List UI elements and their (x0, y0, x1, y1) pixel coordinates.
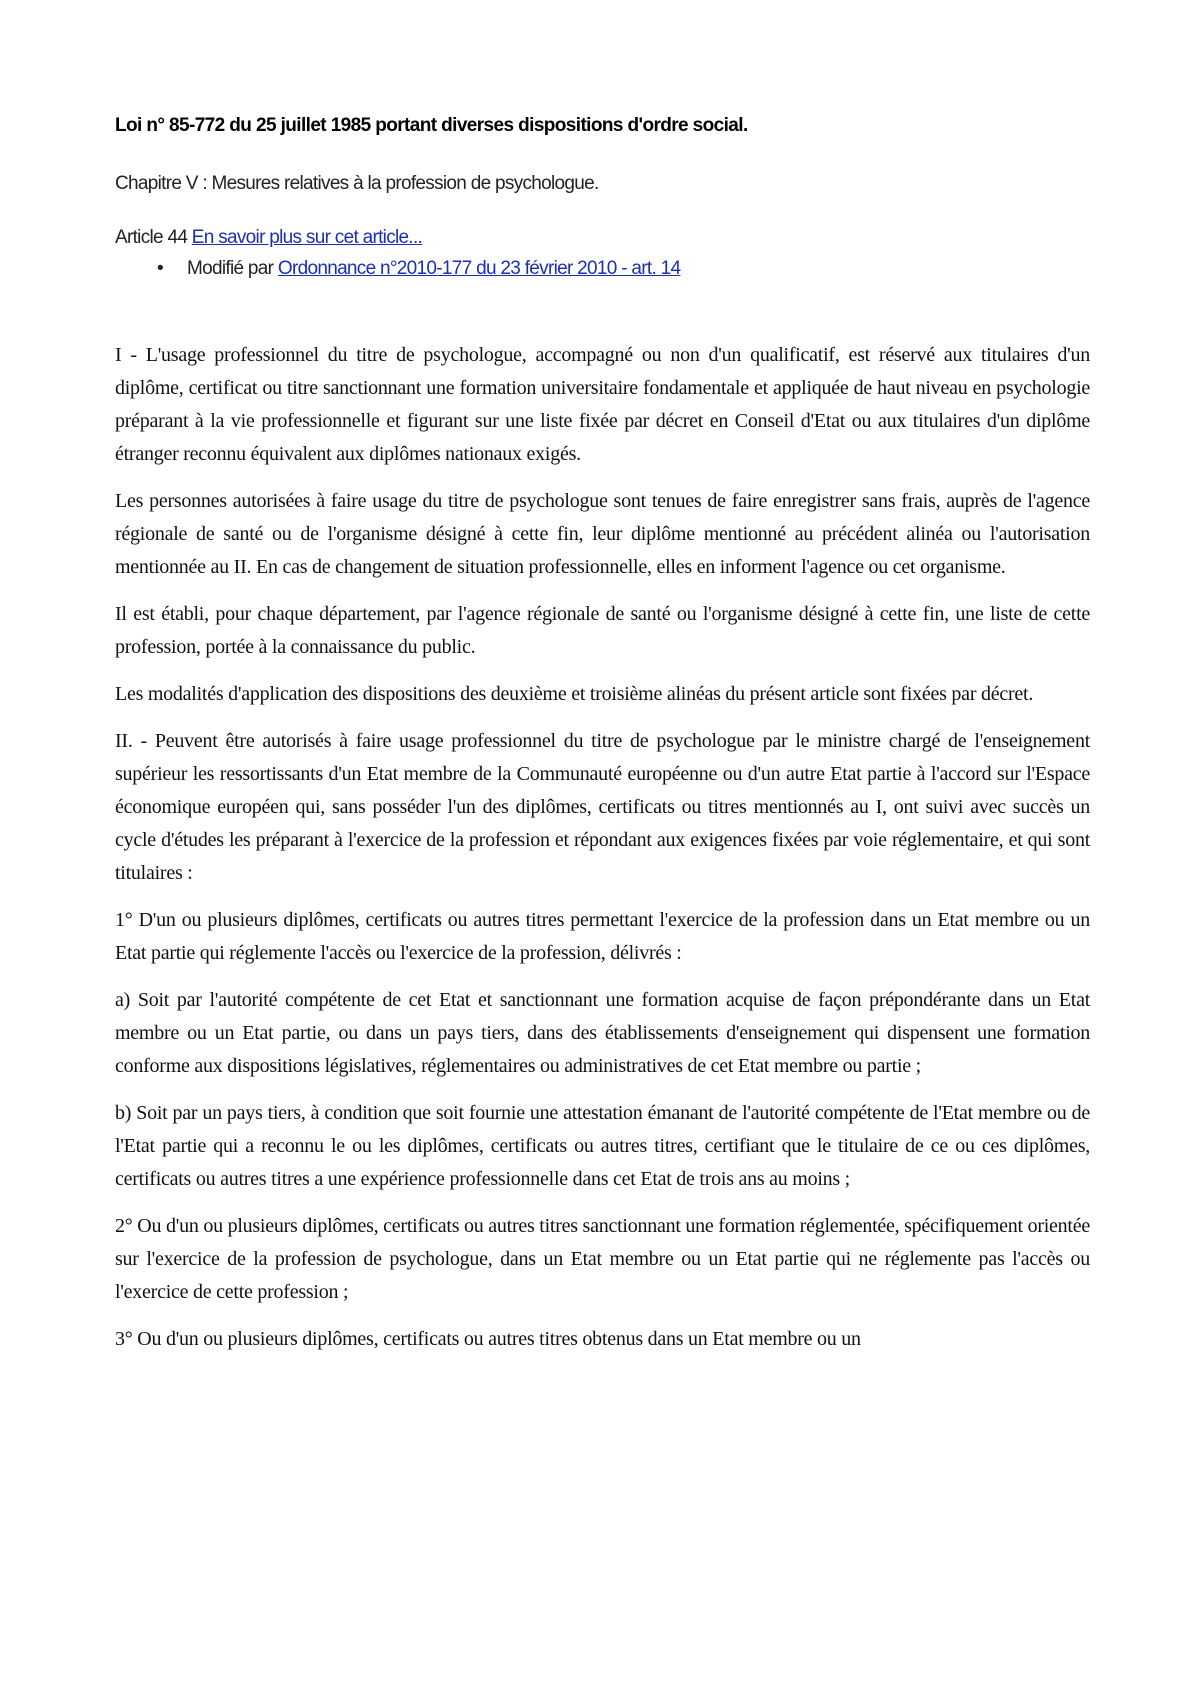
paragraph: II. - Peuvent être autorisés à faire usage professionnel du titre de psychologue par le ministre chargé de l'enseignement supérieur les ressortissants d'un Etat membre de la Communauté européenne ou d'un autre Etat partie à l'accord sur l'Espace économique européen qui, sans posséder l'un des diplômes, certificats ou titres mentionnés au I, ont suivi avec succès un cycle d'études les préparant à l'exercice de la profession et répondant aux exigences fixées par voie réglementaire, et qui sont titulaires : (115, 730, 1090, 884)
paragraph: I - L'usage professionnel du titre de psychologue, accompagné ou non d'un qualificatif, est réservé aux titulaires d'un diplôme, certificat ou titre sanctionnant une formation universitaire fondamentale et appliquée de haut niveau en psychologie préparant à la vie professionnelle et figurant sur une liste fixée par décret en Conseil d'Etat ou aux titulaires d'un diplôme étranger reconnu équivalent aux diplômes nationaux exigés. (115, 344, 1090, 465)
modified-prefix: Modifié par (187, 258, 274, 279)
more-about-article-link[interactable]: En savoir plus sur cet article... (191, 227, 423, 248)
paragraph: Il est établi, pour chaque département, par l'agence régionale de santé ou l'organisme désigné à cette fin, une liste de cette profession, portée à la connaissance du public. (115, 603, 1090, 658)
paragraph: 3° Ou d'un ou plusieurs diplômes, certificats ou autres titres obtenus dans un Etat membre ou un (115, 1328, 861, 1350)
paragraph: 2° Ou d'un ou plusieurs diplômes, certificats ou autres titres sanctionnant une formation réglementée, spécifiquement orientée sur l'exercice de la profession de psychologue, dans un Etat membre ou un Etat partie qui ne réglemente pas l'accès ou l'exercice de cette profession ; (115, 1215, 1090, 1303)
bullet-icon: • (157, 258, 163, 279)
article-heading (115, 226, 422, 250)
paragraph: b) Soit par un pays tiers, à condition que soit fournie une attestation émanant de l'autorité compétente de l'Etat membre ou de l'Etat partie qui a reconnu le ou les diplômes, certificats ou autres titres, certifiant que le titulaire de ce ou ces diplômes, certificats ou autres titres a une expérience professionnelle dans cet Etat de trois ans au moins ; (115, 1102, 1090, 1190)
chapter-heading: Chapitre V : Mesures relatives à la profession de psychologue. (115, 173, 599, 194)
ordonnance-link[interactable]: Ordonnance n°2010-177 du 23 février 2010 - art. 14 (277, 258, 681, 279)
paragraph: 1° D'un ou plusieurs diplômes, certificats ou autres titres permettant l'exercice de la profession dans un Etat membre ou un Etat partie qui réglemente l'accès ou l'exercice de la profession, délivrés : (115, 909, 1090, 964)
article-body (115, 339, 1090, 1370)
article-label: Article 44 (115, 227, 188, 248)
paragraph: a) Soit par l'autorité compétente de cet Etat et sanctionnant une formation acquise de façon prépondérante dans un Etat membre ou un Etat partie, ou dans un pays tiers, dans des établissements d'enseignement qui dispensent une formation conforme aux dispositions législatives, réglementaires ou administratives de cet Etat membre ou partie ; (115, 989, 1090, 1077)
law-title: Loi n° 85-772 du 25 juillet 1985 portant diverses dispositions d'ordre social. (115, 115, 748, 136)
paragraph: Les personnes autorisées à faire usage du titre de psychologue sont tenues de faire enregistrer sans frais, auprès de l'agence régionale de santé ou de l'organisme désigné à cette fin, leur diplôme mentionné au précédent alinéa ou l'autorisation mentionnée au II. En cas de changement de situation professionnelle, elles en informent l'agence ou cet organisme. (115, 490, 1090, 578)
paragraph: Les modalités d'application des dispositions des deuxième et troisième alinéas du présent article sont fixées par décret. (115, 683, 1034, 705)
modification-note (157, 257, 680, 281)
